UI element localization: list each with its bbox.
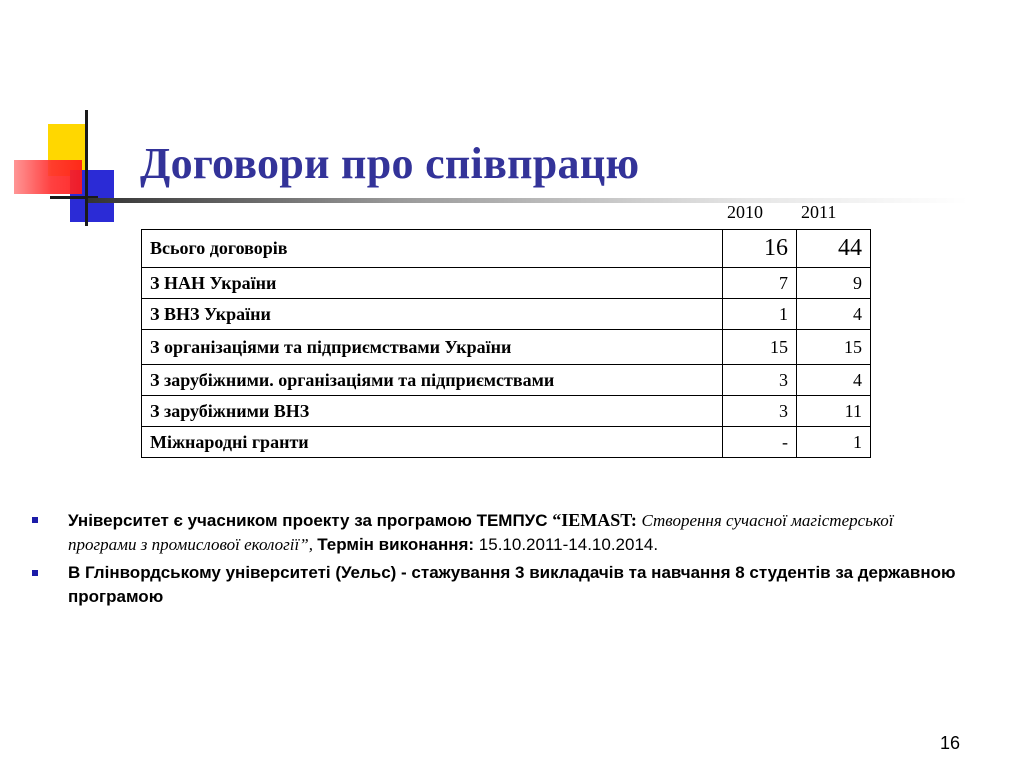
row-label: Всього договорів (142, 230, 723, 268)
red-gradient-bar (14, 160, 82, 194)
value-2010: 3 (723, 365, 797, 396)
value-2011: 1 (797, 427, 871, 458)
row-label: З ВНЗ України (142, 299, 723, 330)
year-header-2011: 2011 (801, 202, 837, 222)
page-number: 16 (940, 733, 961, 753)
value-2011: 9 (797, 268, 871, 299)
quote-close: ”, (299, 535, 318, 554)
row-label: З зарубіжними. організаціями та підприємствами (142, 365, 723, 396)
value-2010: 1 (723, 299, 797, 330)
value-2011: 4 (797, 299, 871, 330)
value-2010: 16 (723, 230, 797, 268)
value-2011: 15 (797, 330, 871, 365)
value-2011: 11 (797, 396, 871, 427)
value-2010: 15 (723, 330, 797, 365)
term-dates: 15.10.2011-14.10.2014. (478, 535, 659, 554)
table-row (142, 365, 871, 396)
bullet-text: В Глінвордському університеті (Уельс) - стажування 3 викладачів та навчання 8 студентів за державною програмою (68, 563, 956, 606)
bullet-list (30, 508, 960, 613)
value-2010: - (723, 427, 797, 458)
table-row (142, 330, 871, 365)
bullet-text: Університет є учасником проекту за програмою ТЕМПУС (68, 511, 553, 530)
slide-title: Договори про співпрацю (140, 139, 640, 188)
term-label: Термін виконання: (317, 535, 479, 554)
agreements-table (141, 229, 871, 458)
bullet-item-tempus (30, 508, 960, 557)
year-header-2010: 2010 (727, 202, 763, 222)
row-label: З зарубіжними ВНЗ (142, 396, 723, 427)
table-row (142, 427, 871, 458)
project-description: Створення сучасної магістерської програми з промислової екології (68, 511, 894, 554)
row-label: Міжнародні гранти (142, 427, 723, 458)
value-2011: 44 (797, 230, 871, 268)
value-2011: 4 (797, 365, 871, 396)
square-bullet-icon (32, 570, 38, 576)
row-label: З організаціями та підприємствами України (142, 330, 723, 365)
table-row (142, 299, 871, 330)
project-name: “IEMAST: (552, 510, 642, 530)
table-row (142, 396, 871, 427)
table-row (142, 268, 871, 299)
square-bullet-icon (32, 517, 38, 523)
bullet-item-glyndwr (30, 561, 960, 609)
vertical-line (85, 110, 88, 226)
value-2010: 7 (723, 268, 797, 299)
row-label: З НАН України (142, 268, 723, 299)
value-2010: 3 (723, 396, 797, 427)
table-row (142, 230, 871, 268)
